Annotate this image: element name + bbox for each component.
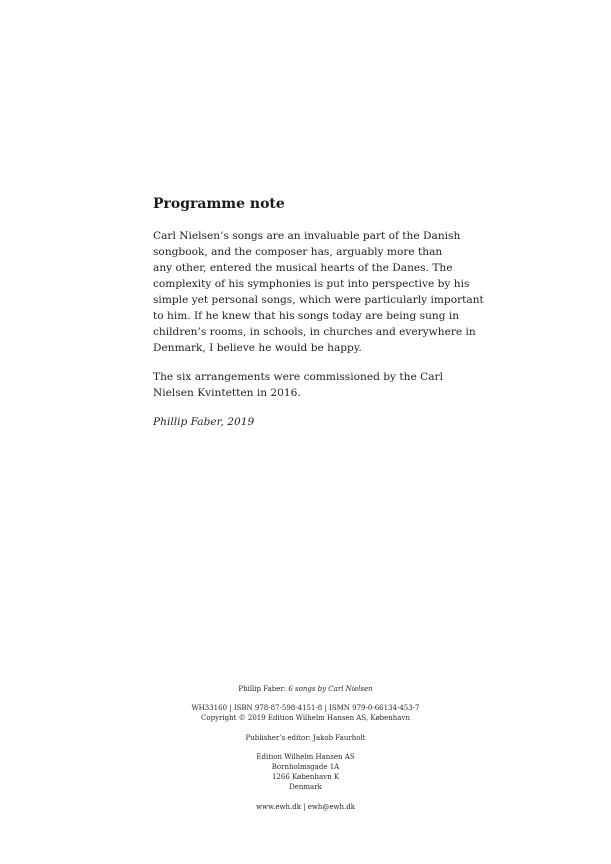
- colophon: [150, 684, 461, 821]
- work-credit: [150, 684, 461, 694]
- web-contact: www.ewh.dk | ewh@ewh.dk: [255, 802, 355, 811]
- text-line: songbook, and the composer has, arguably more than: [153, 246, 443, 258]
- address-line: Edition Wilhelm Hansen AS: [256, 752, 355, 761]
- programme-note-title: Programme note: [153, 196, 285, 212]
- text-line: any other, entered the musical hearts of the Danes. The: [153, 262, 453, 274]
- text-line: complexity of his symphonies is put into perspective by his: [153, 278, 470, 290]
- identifiers: WH33160 | ISBN 978-87-598-4151-8 | ISMN 979-0-66134-453-7: [191, 704, 420, 713]
- colophon-editor: [150, 733, 461, 743]
- address-line: Bornholmsgade 1A: [271, 763, 340, 772]
- colophon-web: [150, 802, 461, 812]
- text-line: Nielsen Kvintetten in 2016.: [153, 387, 301, 399]
- programme-note-paragraph-2: [153, 369, 473, 401]
- text-line: Denmark, I believe he would be happy.: [153, 342, 362, 354]
- address-line: Denmark: [289, 783, 322, 792]
- address-line: 1266 København K: [271, 773, 340, 782]
- text-line: Carl Nielsen’s songs are an invaluable part of the Danish: [153, 230, 461, 242]
- publishers-editor: Publisher’s editor: Jakob Faurholt: [245, 733, 366, 742]
- text-line: The six arrangements were commissioned by the Carl: [153, 371, 443, 383]
- text-line: to him. If he knew that his songs today are being sung in: [153, 310, 460, 322]
- colophon-address: [150, 752, 461, 793]
- work-title: 6 songs by Carl Nielsen: [288, 685, 373, 693]
- programme-note-paragraph-1: [153, 228, 484, 356]
- programme-note: [153, 194, 484, 430]
- colophon-identifiers: [150, 703, 461, 723]
- text-line: simple yet personal songs, which were particularly important: [153, 294, 484, 306]
- colophon-work: [150, 684, 461, 694]
- text-line: children’s rooms, in schools, in churches and everywhere in: [153, 326, 476, 338]
- work-author: Phillip Faber:: [238, 685, 287, 693]
- programme-note-signature: Phillip Faber, 2019: [153, 416, 255, 428]
- copyright: Copyright © 2019 Edition Wilhelm Hansen AS, København: [201, 714, 410, 723]
